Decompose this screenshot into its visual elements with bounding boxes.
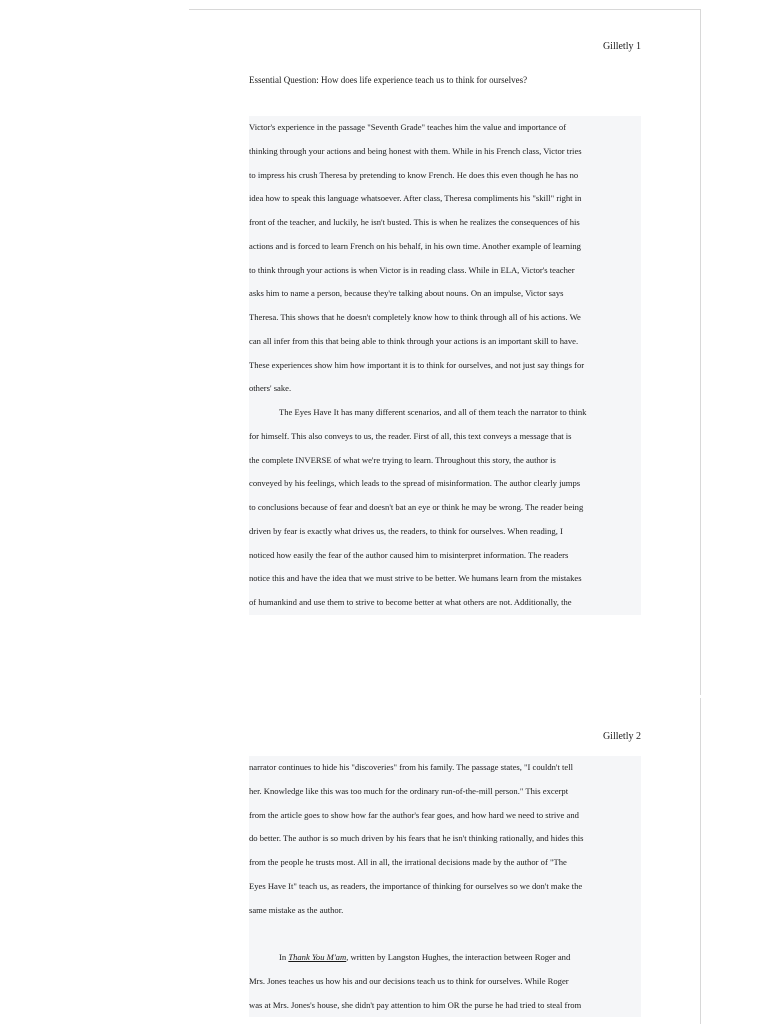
text-line: notice this and have the idea that we must strive to be better. We humans learn from the mistakes: [249, 573, 582, 584]
text-line: Victor's experience in the passage "Seventh Grade" teaches him the value and importance of: [249, 122, 567, 132]
page-header-number: Gilletly 2: [602, 731, 641, 742]
paragraph-eyes-have-it-cont[interactable]: [249, 756, 641, 922]
text-line: asks him to name a person, because they're talking about nouns. On an impulse, Victor says: [249, 288, 564, 299]
story-title: Thank You M'am: [288, 952, 347, 962]
text-line: from the people he trusts most. All in all, the irrational decisions made by the author of "The: [249, 857, 567, 867]
text-line: driven by fear is exactly what drives us, the readers, to think for ourselves. When reading, I: [249, 525, 563, 536]
text-line: from the article goes to show how far the author's fear goes, and how hard we need to strive and: [249, 809, 579, 820]
text-line: The Eyes Have It has many different scenarios, and all of them teach the narrator to think: [279, 407, 587, 417]
text-line: Eyes Have It" teach us, as readers, the importance of thinking for ourselves so we don't make the: [249, 880, 583, 891]
paragraph-gap: [249, 922, 641, 946]
text-line: her. Knowledge like this was too much for the ordinary run-of-the-mill person." This excerpt: [249, 785, 569, 796]
text-line: front of the teacher, and luckily, he isn't busted. This is when he realizes the consequences of his: [249, 217, 580, 227]
text-line: do better. The author is so much driven by his fears that he isn't thinking rationally, and hides this: [249, 833, 584, 844]
document-page-2: [189, 698, 701, 1024]
text-line: same mistake as the author.: [249, 904, 344, 915]
text-line: conveyed by his feelings, which leads to the spread of misinformation. The author clearly jumps: [249, 478, 581, 489]
text-line: to think through your actions is when Victor is in reading class. While in ELA, Victor's teacher: [249, 264, 575, 275]
text-line: to conclusions because of fear and doesn't bat an eye or think he may be wrong. The reader being: [249, 502, 584, 512]
text-line: the complete INVERSE of what we're trying to learn. Throughout this story, the author is: [249, 454, 556, 465]
text-fragment: In: [279, 952, 289, 962]
text-line: actions and is forced to learn French on his behalf, in his own time. Another example of learning: [249, 240, 581, 251]
text-line: narrator continues to hide his "discoveries" from his family. The passage states, "I couldn't tell: [249, 762, 573, 772]
paragraph-seventh-grade[interactable]: [249, 116, 641, 401]
text-line: thinking through your actions and being honest with them. While in his French class, Victor tries: [249, 145, 582, 156]
paragraph-thank-you-maam[interactable]: [249, 946, 641, 1017]
text-line: idea how to speak this language whatsoever. After class, Theresa compliments his "skill" right in: [249, 193, 582, 204]
document-page-1: [189, 9, 701, 695]
text-line: can all infer from this that being able to think through your actions is an important skill to have.: [249, 335, 579, 346]
essential-question[interactable]: Essential Question: How does life experience teach us to think for ourselves?: [249, 75, 528, 85]
text-block-page-2[interactable]: [249, 756, 641, 1017]
paragraph-eyes-have-it[interactable]: [249, 401, 641, 615]
text-line: of humankind and use them to strive to become better at what others are not. Additionally, the: [249, 597, 572, 607]
text-line: for himself. This also conveys to us, the reader. First of all, this text conveys a message that is: [249, 430, 572, 441]
text-line: [249, 946, 641, 970]
text-line: Mrs. Jones teaches us how his and our decisions teach us to think for ourselves. While Roger: [249, 975, 569, 986]
text-line: others' sake.: [249, 383, 292, 394]
text-line: to impress his crush Theresa by pretending to know French. He does this even though he has no: [249, 169, 579, 180]
text-line: These experiences show him how important it is to think for ourselves, and not just say things for: [249, 359, 585, 370]
text-fragment: , written by Langston Hughes, the interaction between Roger and: [346, 952, 571, 962]
page-header-number: Gilletly 1: [602, 41, 641, 52]
text-line: noticed how easily the fear of the author caused him to misinterpret information. The readers: [249, 549, 569, 560]
text-line: was at Mrs. Jones's house, she didn't pay attention to him OR the purse he had tried to steal from: [249, 999, 582, 1010]
text-block-page-1[interactable]: [249, 116, 641, 615]
text-line: Theresa. This shows that he doesn't completely know how to think through all of his actions. We: [249, 312, 581, 322]
